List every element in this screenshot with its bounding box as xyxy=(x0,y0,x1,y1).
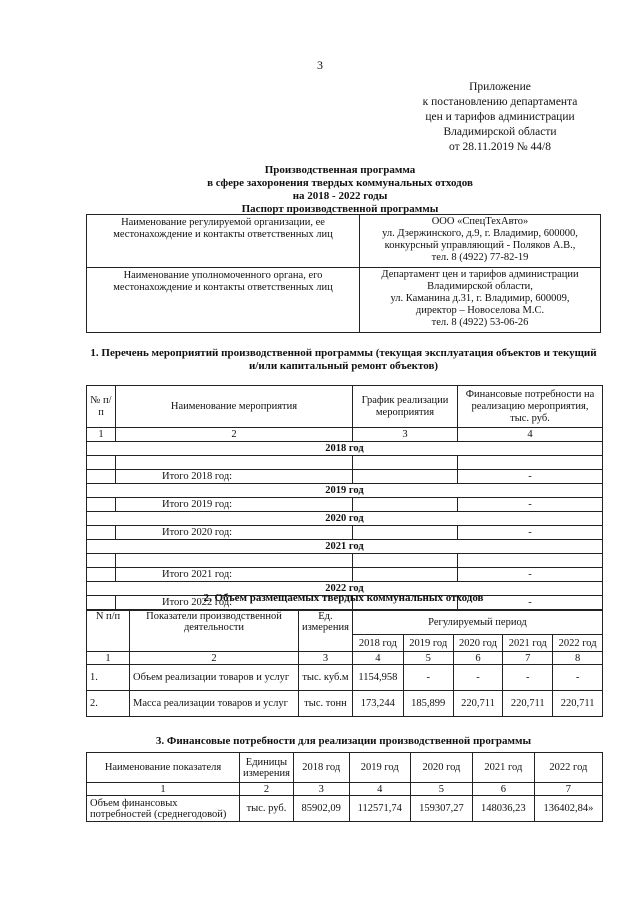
title-line: на 2018 - 2022 годы xyxy=(292,190,388,202)
value-line: Департамент цен и тарифов администрации xyxy=(381,269,579,280)
num-cell: 2 xyxy=(130,652,299,665)
num-cell: 7 xyxy=(503,652,553,665)
row-unit: тыс. тонн xyxy=(299,691,353,717)
year-cell: 2021 год xyxy=(87,540,603,554)
row-value: - xyxy=(403,665,453,691)
passport-heading: Паспорт производственной программы xyxy=(241,203,439,215)
appendix-line: от 28.11.2019 № 44/8 xyxy=(449,141,551,153)
row-value: 112571,74 xyxy=(349,796,410,822)
row-value: 159307,27 xyxy=(410,796,472,822)
num-cell: 4 xyxy=(352,652,403,665)
passport-table xyxy=(86,214,601,333)
year-row xyxy=(87,540,603,554)
num-cell: 2 xyxy=(116,428,353,442)
row-value: 220,711 xyxy=(553,691,603,717)
table-row xyxy=(87,665,603,691)
header-cell: Единицы измерения xyxy=(240,753,294,783)
title-line: Производственная программа xyxy=(264,164,416,176)
empty-row xyxy=(87,456,603,470)
total-row xyxy=(87,526,603,540)
total-value: - xyxy=(458,568,603,582)
total-row xyxy=(87,498,603,512)
year-cell: 2020 год xyxy=(87,512,603,526)
header-cell: Наименование мероприятия xyxy=(116,386,353,428)
waste-volume-table xyxy=(86,610,603,717)
header-cell: Ед. измерения xyxy=(299,611,353,652)
num-cell: 2 xyxy=(240,783,294,796)
passport-value xyxy=(360,215,601,268)
table-row xyxy=(87,215,601,268)
value-line: ул. Дзержинского, д.9, г. Владимир, 600000, xyxy=(382,228,578,239)
year-header: 2021 год xyxy=(503,635,553,652)
num-cell: 5 xyxy=(403,652,453,665)
row-name: Объем реализации товаров и услуг xyxy=(130,665,299,691)
value-line: директор – Новоселова М.С. xyxy=(415,305,545,316)
year-header: 2022 год xyxy=(553,635,603,652)
empty-row xyxy=(87,554,603,568)
header-num-row xyxy=(87,783,603,796)
row-value: 220,711 xyxy=(503,691,553,717)
row-value: 185,899 xyxy=(403,691,453,717)
row-value: 148036,23 xyxy=(472,796,534,822)
num-cell: 5 xyxy=(410,783,472,796)
row-value: 220,711 xyxy=(453,691,503,717)
num-cell: 8 xyxy=(553,652,603,665)
row-value: 1154,958 xyxy=(352,665,403,691)
num-cell: 3 xyxy=(299,652,353,665)
table-header-row xyxy=(87,753,603,783)
year-row xyxy=(87,442,603,456)
header-cell: Финансовые потребности на реализацию мероприятия, тыс. руб. xyxy=(458,386,603,428)
appendix-block xyxy=(400,80,600,155)
num-cell: 1 xyxy=(87,783,240,796)
page-number: 3 xyxy=(317,58,323,72)
header-cell: 2018 год xyxy=(293,753,349,783)
passport-label: Наименование регулируемой организации, ее местонахождение и контакты ответственных лиц xyxy=(87,215,360,268)
year-row xyxy=(87,512,603,526)
year-row xyxy=(87,484,603,498)
header-cell: N п/п xyxy=(87,611,130,652)
num-cell: 1 xyxy=(87,428,116,442)
row-value: 173,244 xyxy=(352,691,403,717)
total-value: - xyxy=(458,526,603,540)
header-cell: 2021 год xyxy=(472,753,534,783)
value-line: Владимирской области, xyxy=(427,281,533,292)
value-line: тел. 8 (4922) 77-82-19 xyxy=(431,252,529,263)
header-cell: 2019 год xyxy=(349,753,410,783)
row-num: 2. xyxy=(87,691,130,717)
header-cell: 2020 год xyxy=(410,753,472,783)
row-value: - xyxy=(503,665,553,691)
row-unit: тыс. куб.м xyxy=(299,665,353,691)
header-cell: Регулируемый период xyxy=(352,611,602,635)
year-cell: 2019 год xyxy=(87,484,603,498)
value-line: тел. 8 (4922) 53-06-26 xyxy=(431,317,529,328)
total-label: Итого 2020 год: xyxy=(116,526,353,540)
document-title xyxy=(140,164,540,216)
value-line: ООО «СпецТехАвто» xyxy=(431,216,529,227)
total-row xyxy=(87,568,603,582)
header-cell: График реализации мероприятия xyxy=(353,386,458,428)
appendix-line: к постановлению департамента xyxy=(422,96,578,108)
table-row xyxy=(87,268,601,333)
header-num-row xyxy=(87,652,603,665)
value-line: конкурсный управляющий - Поляков А.В., xyxy=(384,240,576,251)
num-cell: 4 xyxy=(458,428,603,442)
year-header: 2019 год xyxy=(403,635,453,652)
total-label: Итого 2018 год: xyxy=(116,470,353,484)
value-line: ул. Каманина д.31, г. Владимир, 600009, xyxy=(390,293,570,304)
section3-title: 3. Финансовые потребности для реализации производственной программы xyxy=(155,735,532,747)
row-value: 85902,09 xyxy=(293,796,349,822)
year-cell: 2022 год xyxy=(87,582,603,596)
title-line: в сфере захоронения твердых коммунальных отходов xyxy=(207,177,473,189)
financial-needs-table xyxy=(86,752,603,822)
section1-title: 1. Перечень мероприятий производственной программы (текущая эксплуатация объектов и текущий и/или капитальный ремонт объектов) xyxy=(90,347,597,372)
total-value: - xyxy=(458,470,603,484)
total-value: - xyxy=(458,596,603,610)
year-header: 2020 год xyxy=(453,635,503,652)
table-row xyxy=(87,796,603,822)
total-label: Итого 2021 год: xyxy=(116,568,353,582)
header-num-row xyxy=(87,428,603,442)
row-value: - xyxy=(453,665,503,691)
appendix-line: Приложение xyxy=(469,81,531,93)
header-cell: № п/п xyxy=(87,386,116,428)
num-cell: 7 xyxy=(534,783,602,796)
section2-title: 2. Объем размещаемых твердых коммунальных отходов xyxy=(203,592,484,604)
appendix-line: цен и тарифов администрации xyxy=(425,111,575,123)
total-row xyxy=(87,470,603,484)
total-label: Итого 2022 год: xyxy=(116,596,353,610)
row-name: Объем финансовых потребностей (среднегодовой) xyxy=(87,796,240,822)
num-cell: 4 xyxy=(349,783,410,796)
num-cell: 6 xyxy=(453,652,503,665)
table-row xyxy=(87,691,603,717)
header-cell: Показатели производственной деятельности xyxy=(130,611,299,652)
num-cell: 3 xyxy=(353,428,458,442)
appendix-line: Владимирской области xyxy=(443,126,557,138)
header-cell: Наименование показателя xyxy=(87,753,240,783)
passport-value xyxy=(360,268,601,333)
row-name: Масса реализации товаров и услуг xyxy=(130,691,299,717)
passport-label: Наименование уполномоченного органа, его местонахождение и контакты ответственных лиц xyxy=(87,268,360,333)
total-value: - xyxy=(458,498,603,512)
row-num: 1. xyxy=(87,665,130,691)
num-cell: 1 xyxy=(87,652,130,665)
year-cell: 2018 год xyxy=(87,442,603,456)
num-cell: 3 xyxy=(293,783,349,796)
row-value: 136402,84» xyxy=(534,796,602,822)
table-header-row xyxy=(87,386,603,428)
header-cell: 2022 год xyxy=(534,753,602,783)
year-header: 2018 год xyxy=(352,635,403,652)
measures-table xyxy=(86,385,603,610)
row-unit: тыс. руб. xyxy=(240,796,294,822)
total-label: Итого 2019 год: xyxy=(116,498,353,512)
table-header-row xyxy=(87,611,603,635)
row-value: - xyxy=(553,665,603,691)
num-cell: 6 xyxy=(472,783,534,796)
